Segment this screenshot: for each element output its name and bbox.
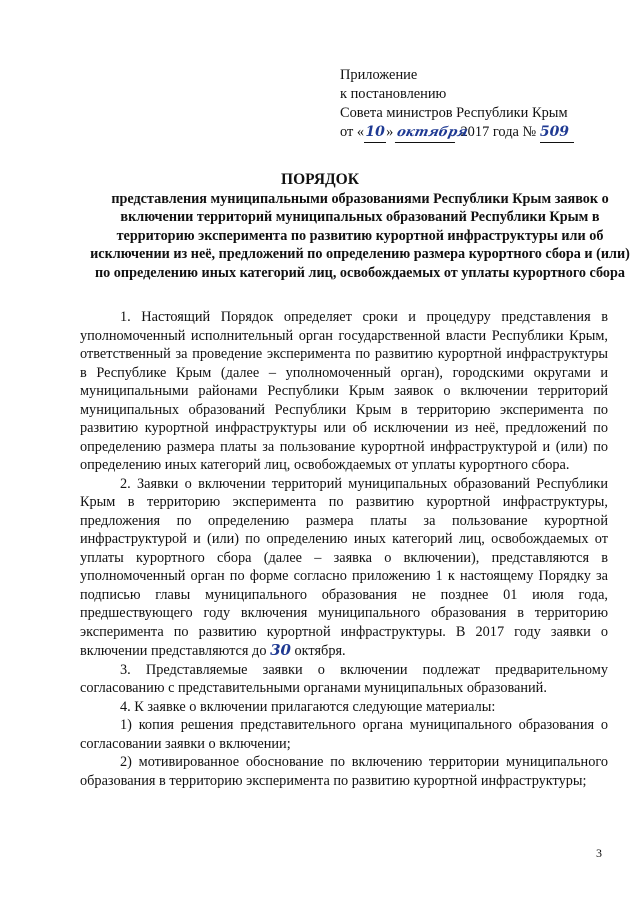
paragraph-4: 4. К заявке о включении прилагаются следующие материалы: bbox=[120, 698, 496, 715]
paragraph-2-handwritten-date: 30 bbox=[270, 641, 291, 659]
paragraph-1: 1. Настоящий Порядок определяет сроки и процедуру представления в уполномоченный исполнительный орган государственной власти Республики Крым, ответственный за проведение эксперимента по развитию курортной инфраструктуры в Республике Крым (далее – уполномоченный орган), городскими округами и муниципальными районами Республики Крым заявок о включении территорий муниципальных образований Республики Крым в территорию эксперимента по развитию курортной инфраструктуры или об исключении из неё, предложений по определению размера платы за пользование курортной инфраструктурой и (или) по определению иных категорий лиц, освобождаемых от уплаты курортного сбора. bbox=[80, 309, 608, 473]
date-year: 2017 года № bbox=[456, 124, 540, 140]
paragraph-5: 1) копия решения представительного органа муниципального образования о согласовании заявки о включении; bbox=[80, 717, 608, 752]
appendix-issuer: Совета министров Республики Крым bbox=[340, 105, 568, 121]
document-title: ПОРЯДОК bbox=[281, 171, 359, 188]
appendix-ref: к постановлению bbox=[340, 86, 447, 102]
paragraph-2-end: октября. bbox=[290, 643, 346, 659]
date-sep: » bbox=[386, 124, 397, 140]
document-subtitle: представления муниципальными образованиями Республики Крым заявок о включении территорий муниципальных образований Республики Крым в территорию эксперимента по развитию курортной инфраструктуры или об исключении из неё, предложений по определению размера курортного сбора и (или) по определению иных категорий лиц, освобождаемых от уплаты курортного сбора bbox=[90, 191, 630, 281]
appendix-label: Приложение bbox=[340, 67, 418, 83]
doc-number-handwritten: 509 bbox=[540, 123, 574, 143]
paragraph-2-text: 2. Заявки о включении территорий муниципальных образований Республики Крым в территорию эксперимента по развитию курортной инфраструктуры, предложения по определению размера платы за пользование курортной инфраструктурой и (или) по определению иных категорий лиц, освобождаемых от уплаты курортного сбора (далее – заявка о включении), представляются в уполномоченный орган по форме согласно приложению 1 к настоящему Порядку за подписью главы муниципального образования не позднее 01 июля года, предшествующего году включения муниципального образования в территорию эксперимента по развитию курортной инфраструктуры. В 2017 году заявки о включении представляются до bbox=[80, 475, 608, 659]
paragraph-6: 2) мотивированное обоснование по включению территории муниципального образования в территорию эксперимента по развитию курортной инфраструктуры; bbox=[80, 754, 608, 789]
appendix-date-line bbox=[340, 123, 574, 143]
document-body bbox=[80, 308, 608, 790]
appendix-header bbox=[340, 66, 574, 143]
page-number: 3 bbox=[596, 846, 602, 860]
paragraph-3: 3. Представляемые заявки о включении подлежат предварительному согласованию с представительными органами муниципальных образований. bbox=[80, 661, 608, 696]
date-day-handwritten: 10 bbox=[364, 123, 386, 143]
paragraph-2 bbox=[80, 475, 608, 661]
date-prefix: от « bbox=[340, 124, 365, 140]
date-month-handwritten: октября bbox=[395, 123, 459, 143]
